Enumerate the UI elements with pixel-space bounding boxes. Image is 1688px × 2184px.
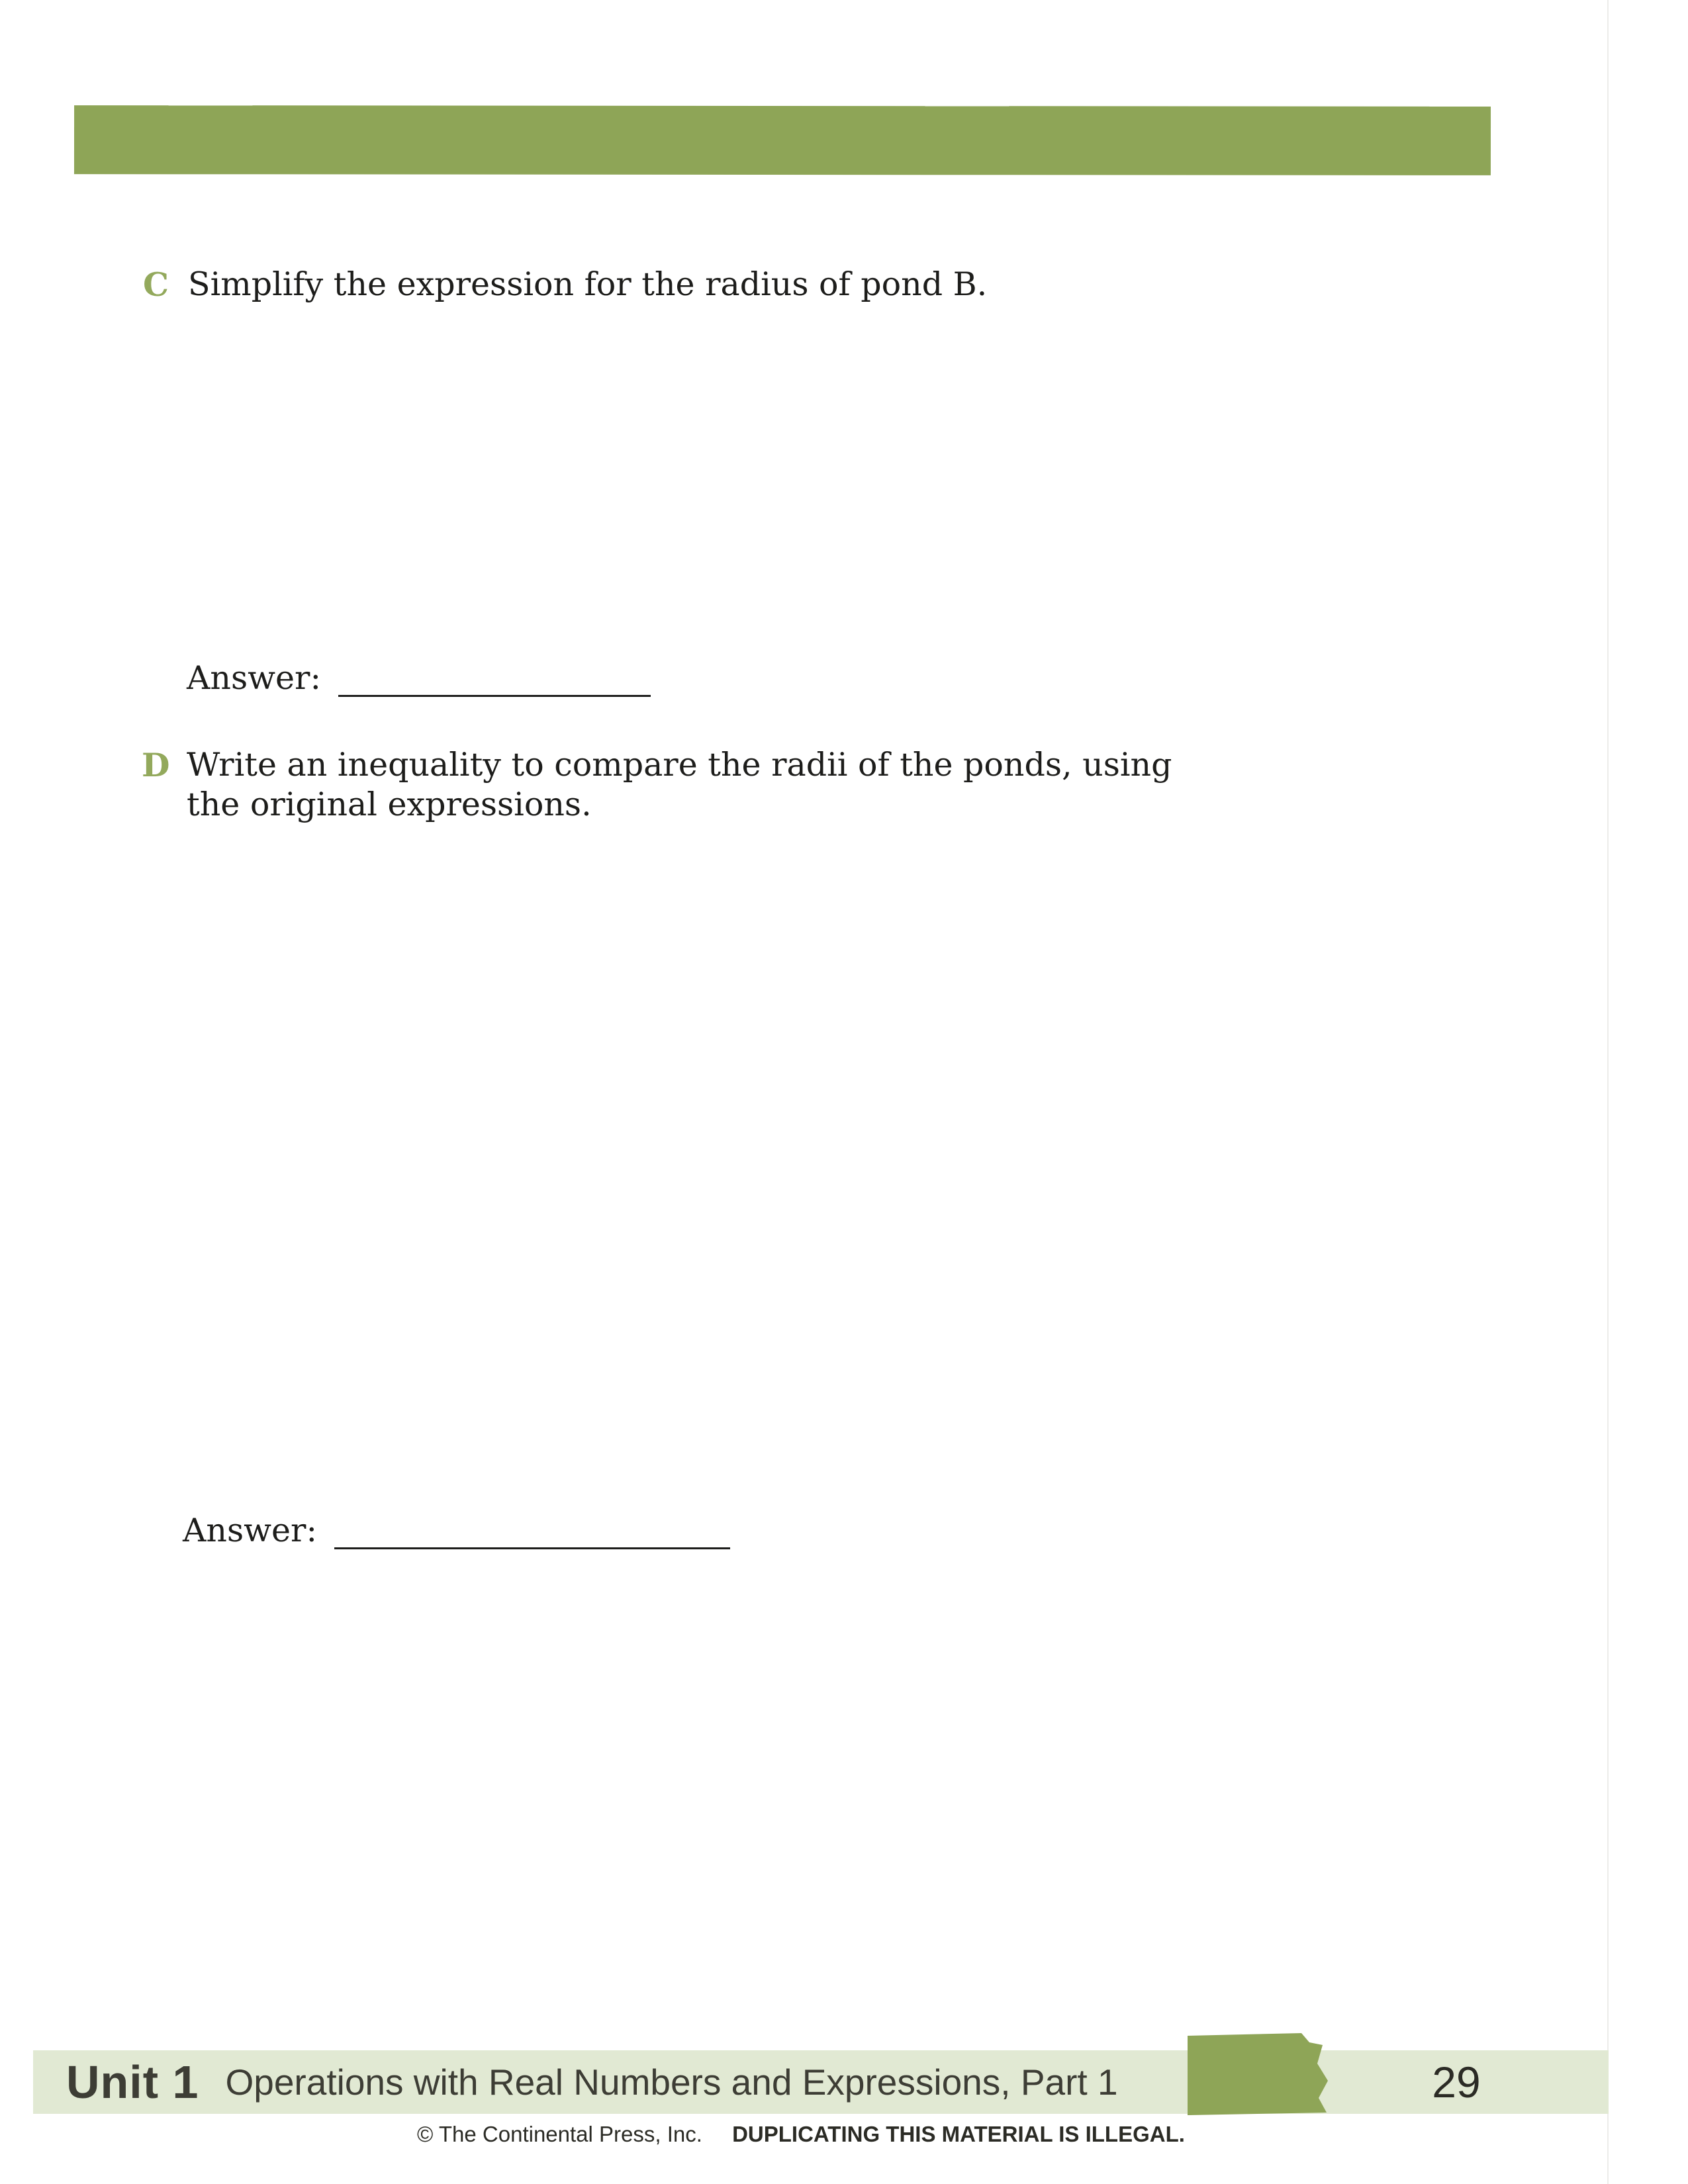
pennsylvania-state-icon	[1181, 2029, 1333, 2119]
copyright-text: © The Continental Press, Inc.	[417, 2122, 702, 2146]
answer-label: Answer:	[187, 659, 321, 697]
footer-unit-heading	[66, 2050, 1118, 2114]
item-letter: D	[142, 746, 170, 784]
item-text-line: the original expressions.	[187, 786, 592, 823]
item-letter: C	[143, 265, 169, 304]
item-text-line: Simplify the expression for the radius of pond B.	[188, 265, 988, 303]
copyright-line	[417, 2122, 1185, 2147]
page-number: 29	[1432, 2058, 1481, 2107]
answer-line-d[interactable]	[334, 1521, 730, 1549]
question-item-d	[142, 745, 1172, 825]
answer-line-c[interactable]	[338, 668, 651, 697]
header-band	[74, 105, 1491, 175]
page-edge	[1607, 0, 1609, 2184]
unit-label: Unit 1	[66, 2056, 199, 2108]
legal-notice: DUPLICATING THIS MATERIAL IS ILLEGAL.	[732, 2122, 1185, 2146]
answer-row-c	[187, 659, 651, 697]
question-item-c	[143, 265, 988, 304]
unit-title: Operations with Real Numbers and Expressions, Part 1	[225, 2062, 1118, 2103]
answer-row-d	[183, 1512, 730, 1549]
item-text-line: Write an inequality to compare the radii of the ponds, using	[187, 746, 1172, 784]
answer-label: Answer:	[183, 1512, 317, 1549]
